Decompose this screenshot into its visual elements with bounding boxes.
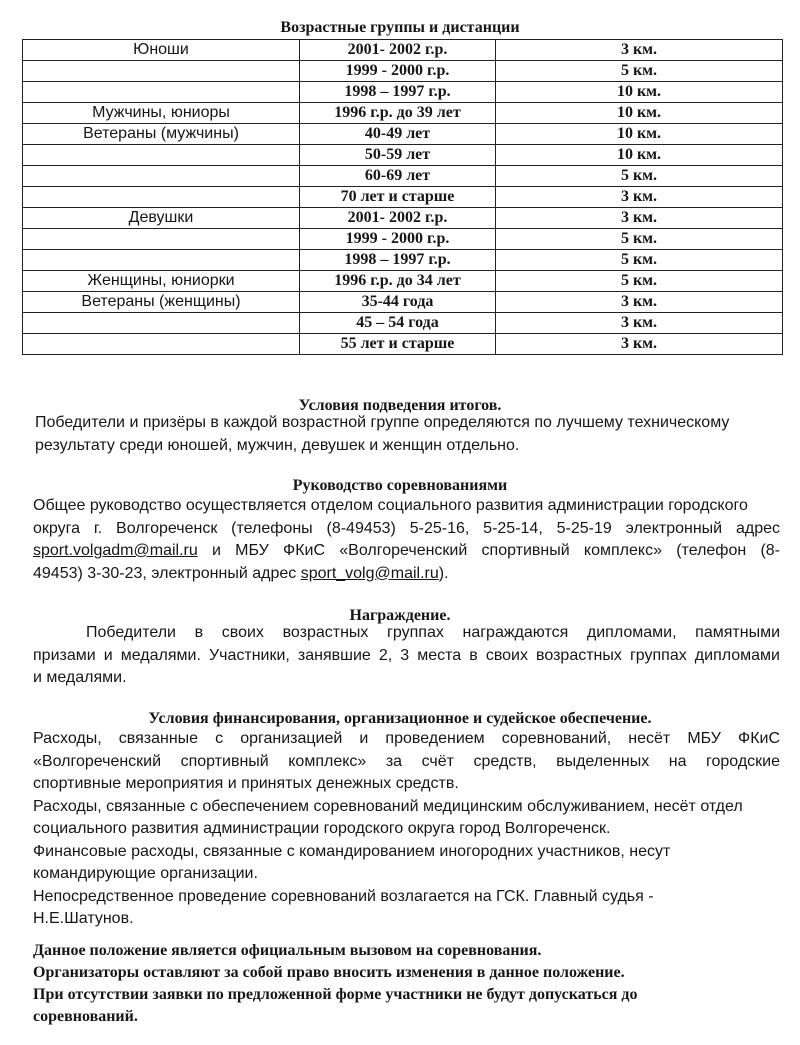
management-line <box>33 540 780 563</box>
finance-line: Финансовые расходы, связанные с командированием иногородних участников, несут <box>33 842 671 860</box>
group-cell: Юноши <box>23 40 300 61</box>
group-cell <box>23 82 300 103</box>
age-cell: 1999 - 2000 г.р. <box>300 61 496 82</box>
results-line: Победители и призёры в каждой возрастной группе определяются по лучшему техническому <box>35 414 730 431</box>
final-line: Организаторы оставляют за собой право вносить изменения в данное положение. <box>33 964 625 981</box>
final-line: Данное положение является официальным вызовом на соревнования. <box>33 942 542 959</box>
age-groups-table-body <box>23 40 783 355</box>
management-line: округа г. Волгореченск (телефоны (8-49453) 5-25-16, 5-25-14, 5-25-19 электронный адрес <box>33 519 780 537</box>
distance-cell: 5 км. <box>496 61 783 82</box>
table-row <box>23 61 783 82</box>
distance-cell: 5 км. <box>496 250 783 271</box>
table-row <box>23 250 783 271</box>
email-link-admin[interactable]: sport.volgadm@mail.ru <box>33 542 198 559</box>
finance-line: Расходы, связанные с обеспечением соревнований медицинским обслуживанием, несёт отдел <box>33 797 743 815</box>
age-cell: 1996 г.р. до 39 лет <box>300 103 496 124</box>
table-row <box>23 271 783 292</box>
awards-line: Победители в своих возрастных группах награждаются дипломами, памятными <box>86 624 780 641</box>
age-cell: 70 лет и старше <box>300 187 496 208</box>
distance-cell: 5 км. <box>496 229 783 250</box>
distance-cell: 5 км. <box>496 166 783 187</box>
table-row <box>23 187 783 208</box>
group-cell: Женщины, юниорки <box>23 271 300 292</box>
age-cell: 35-44 года <box>300 292 496 313</box>
finance-line: «Волгореченский спортивный комплекс» за счёт средств, выделенных на городские <box>33 752 780 770</box>
age-cell: 50-59 лет <box>300 145 496 166</box>
distance-cell: 10 км. <box>496 103 783 124</box>
age-groups-table <box>22 39 783 355</box>
age-cell: 1999 - 2000 г.р. <box>300 229 496 250</box>
group-cell <box>23 334 300 355</box>
management-text: ). <box>438 564 449 582</box>
finance-line: Н.Е.Шатунов. <box>33 910 134 927</box>
distance-cell: 10 км. <box>496 145 783 166</box>
group-cell <box>23 187 300 208</box>
distance-cell: 3 км. <box>496 40 783 61</box>
table-title: Возрастные группы и дистанции <box>280 19 520 36</box>
final-line: соревнований. <box>33 1008 138 1025</box>
finance-line: Расходы, связанные с организацией и проведением соревнований, несёт МБУ ФКиС <box>33 730 780 747</box>
distance-cell: 3 км. <box>496 292 783 313</box>
age-cell: 60-69 лет <box>300 166 496 187</box>
table-row <box>23 166 783 187</box>
group-cell <box>23 250 300 271</box>
finance-line: социального развития администрации городского округа город Волгореченск. <box>33 820 611 837</box>
table-row <box>23 40 783 61</box>
awards-title: Награждение. <box>349 607 451 624</box>
results-line: результату среди юношей, мужчин, девушек и женщин отдельно. <box>35 436 520 454</box>
age-cell: 2001- 2002 г.р. <box>300 208 496 229</box>
table-row <box>23 145 783 166</box>
age-cell: 1998 – 1997 г.р. <box>300 250 496 271</box>
management-line <box>33 563 780 586</box>
group-cell <box>23 229 300 250</box>
age-cell: 1998 – 1997 г.р. <box>300 82 496 103</box>
group-cell <box>23 166 300 187</box>
results-paragraph <box>35 412 775 457</box>
management-text: и МБУ ФКиС «Волгореченский спортивный комплекс» (телефон (8- <box>197 542 780 559</box>
table-row <box>23 229 783 250</box>
group-cell <box>23 313 300 334</box>
distance-cell: 3 км. <box>496 334 783 355</box>
final-notice <box>33 940 773 1028</box>
distance-cell: 3 км. <box>496 187 783 208</box>
email-link-sportcomplex[interactable]: sport_volg@mail.ru <box>300 564 439 582</box>
finance-line: командирующие организации. <box>33 865 258 882</box>
table-row <box>23 124 783 145</box>
awards-line: призами и медалями. Участники, занявшие 2, 3 места в своих возрастных группах дипломами <box>33 646 780 664</box>
finance-paragraph <box>33 728 780 931</box>
distance-cell: 10 км. <box>496 82 783 103</box>
final-line: При отсутствии заявки по предложенной форме участники не будут допускаться до <box>33 986 638 1003</box>
finance-line: спортивные мероприятия и принятых денежных средств. <box>33 775 459 792</box>
distance-cell: 5 км. <box>496 271 783 292</box>
group-cell <box>23 145 300 166</box>
group-cell <box>23 61 300 82</box>
table-row <box>23 103 783 124</box>
finance-title: Условия финансирования, организационное и судейское обеспечение. <box>148 710 652 727</box>
awards-paragraph <box>33 622 780 690</box>
management-line: Общее руководство осуществляется отделом социального развития администрации городского <box>33 497 748 514</box>
age-cell: 1996 г.р. до 34 лет <box>300 271 496 292</box>
table-row <box>23 82 783 103</box>
management-title: Руководство соревнованиями <box>292 477 508 494</box>
age-cell: 2001- 2002 г.р. <box>300 40 496 61</box>
group-cell: Мужчины, юниоры <box>23 103 300 124</box>
age-cell: 40-49 лет <box>300 124 496 145</box>
table-row <box>23 292 783 313</box>
group-cell: Ветераны (женщины) <box>23 292 300 313</box>
table-row <box>23 208 783 229</box>
age-cell: 55 лет и старше <box>300 334 496 355</box>
age-cell: 45 – 54 года <box>300 313 496 334</box>
management-paragraph <box>33 495 780 585</box>
finance-line: Непосредственное проведение соревнований возлагается на ГСК. Главный судья - <box>33 887 654 905</box>
distance-cell: 10 км. <box>496 124 783 145</box>
table-row <box>23 313 783 334</box>
distance-cell: 3 км. <box>496 313 783 334</box>
group-cell: Девушки <box>23 208 300 229</box>
group-cell: Ветераны (мужчины) <box>23 124 300 145</box>
distance-cell: 3 км. <box>496 208 783 229</box>
table-row <box>23 334 783 355</box>
results-title: Условия подведения итогов. <box>298 397 502 414</box>
management-text: 49453) 3-30-23, электронный адрес <box>33 564 301 582</box>
awards-line: и медалями. <box>33 669 127 686</box>
